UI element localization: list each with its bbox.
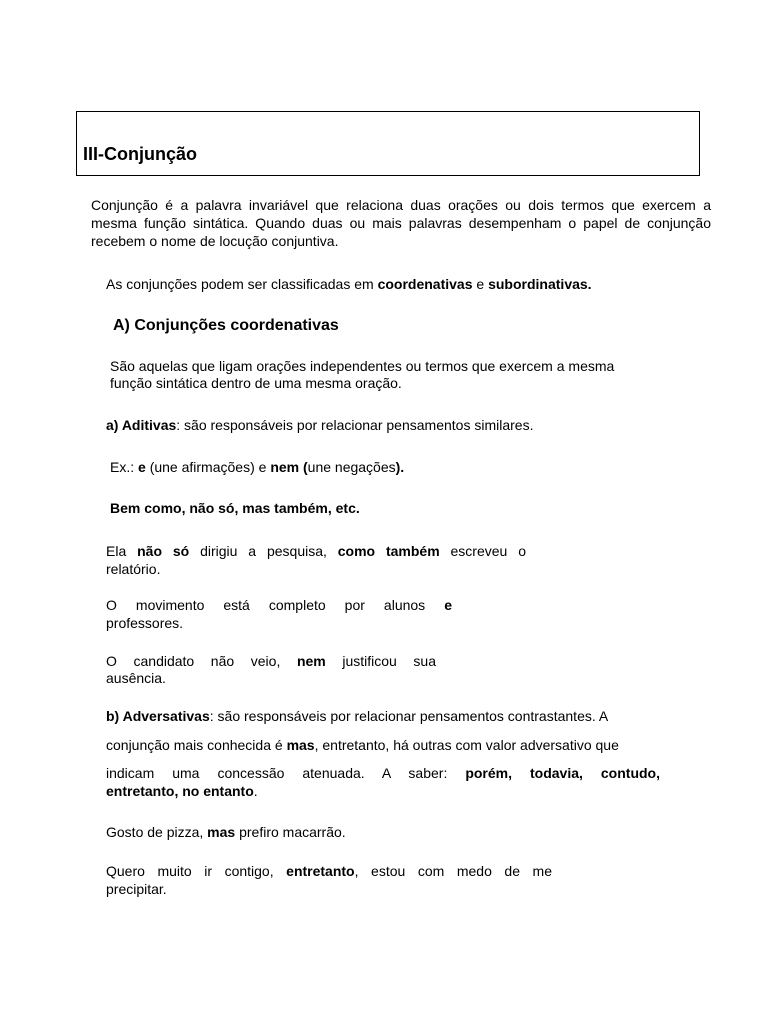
adversativas-example1 [106,823,346,841]
aditivas-locucoes: Bem como, não só, mas também, etc. [110,500,360,516]
page-title: III-Conjunção [83,144,197,164]
ex-mid1: (une afirmações) e [145,459,271,475]
adv-example1-bold1: mas [207,824,236,840]
example1-bold1: não só [137,543,190,559]
aditivas-example1-line2: relatório. [106,561,161,577]
classification-text: As conjunções podem ser classificadas em [106,276,378,292]
example1-part1: Ela [106,543,138,559]
term-subordinativas: subordinativas. [488,276,592,292]
classification-line [106,275,592,293]
aditivas-text: : são responsáveis por relacionar pensamentos similares. [176,417,534,433]
example1-part2: dirigiu a pesquisa, [189,543,338,559]
adversativas-line2-post: , entretanto, há outras com valor adversativo que [314,737,619,753]
adv-example1-part2: prefiro macarrão. [235,824,346,840]
adversativas-example2-line2: precipitar. [106,881,167,897]
adv-example1-part1: Gosto de pizza, [106,824,208,840]
aditivas-example1-line1 [106,542,526,560]
adversativas-line1-text: : são responsáveis por relacionar pensamentos contrastantes. A [209,708,609,724]
adversativas-line3-pre: indicam uma concessão atenuada. A saber: [106,765,466,781]
adv-example2-part1: Quero muito ir contigo, [106,863,287,879]
aditivas-example2-line2: professores. [106,615,184,631]
aditivas-example3-line2: ausência. [106,670,166,686]
ex-end: ). [395,459,405,475]
ex-prefix: Ex.: [110,459,139,475]
adversativas-label: b) Adversativas [106,708,210,724]
aditivas-example-line [110,458,404,476]
adversativas-line4-bold: entretanto, no entanto [106,783,254,799]
aditivas-example2-line1 [106,596,452,614]
example2-bold1: e [444,597,452,613]
adversativas-line4 [106,782,258,800]
adversativas-line1 [106,707,608,725]
example1-bold2: como também [337,543,440,559]
term-coordenativas: coordenativas [377,276,473,292]
section-a-desc-line2: função sintática dentro de uma mesma oração. [110,375,402,391]
adversativas-example2-line1 [106,862,552,880]
adv-example2-part2: , estou com medo de me [354,863,552,879]
aditivas-definition [106,416,533,434]
ex-nem: nem ( [270,459,308,475]
example2-part1: O movimento está completo por alunos [106,597,445,613]
adversativas-line4-post: . [253,783,258,799]
adversativas-line2-pre: conjunção mais conhecida é [106,737,287,753]
section-a-heading: A) Conjunções coordenativas [113,317,339,334]
adversativas-line2 [106,736,619,754]
section-a-desc-line1: São aquelas que ligam orações independentes ou termos que exercem a mesma [110,358,615,374]
classification-connector: e [472,276,489,292]
example3-part2: justificou sua [325,653,436,669]
ex-mid2: une negações [307,459,396,475]
example3-part1: O candidato não veio, [106,653,297,669]
example1-part3: escreveu o [439,543,526,559]
adversativas-line3-bold: porém, todavia, contudo, [465,765,660,781]
adversativas-line2-bold: mas [286,737,315,753]
aditivas-example3-line1 [106,652,436,670]
adversativas-line3 [106,764,660,782]
ex-e: e [138,459,146,475]
example3-bold1: nem [296,653,326,669]
aditivas-label: a) Aditivas [106,417,177,433]
intro-paragraph: Conjunção é a palavra invariável que relaciona duas orações ou dois termos que exercem a mesma função sintática. Quando duas ou mais palavras desempenham o papel de conjunção recebem o nome de locução conjuntiva. [91,197,711,249]
adv-example2-bold1: entretanto [286,863,355,879]
title-box [76,111,700,176]
